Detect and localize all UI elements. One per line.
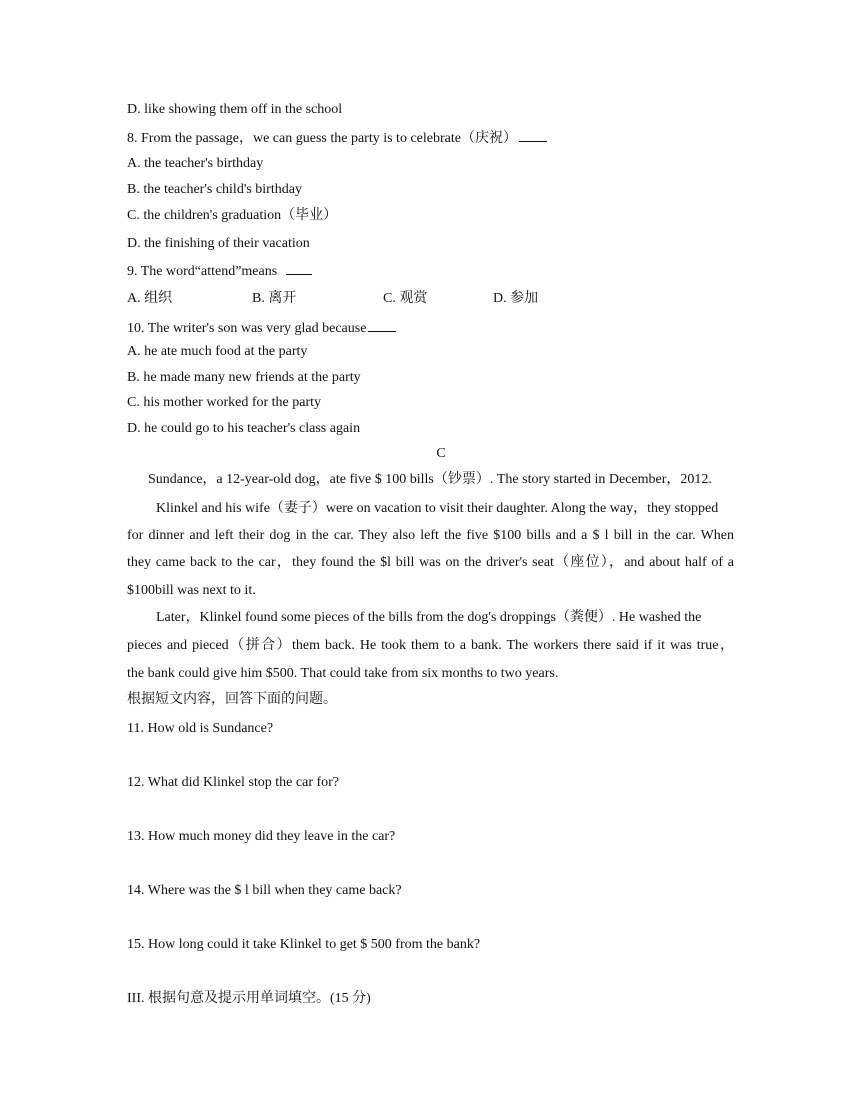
q9-option-b: B. 离开 bbox=[252, 291, 297, 306]
passage-heading: C bbox=[436, 446, 446, 461]
passage-p2-line-1: Klinkel and his wife（妻子）were on vacation to visit their daughter. Along the way，they stopped bbox=[156, 501, 719, 516]
q9-option-a: A. 组织 bbox=[127, 291, 173, 306]
section-3-heading: III. 根据句意及提示用单词填空。(15 分) bbox=[127, 991, 371, 1006]
q8-stem-text: 8. From the passage，we can guess the party is to celebrate（庆祝） bbox=[127, 131, 517, 146]
q9-options-row bbox=[127, 290, 557, 308]
answer-blank bbox=[519, 128, 547, 142]
question-12: 12. What did Klinkel stop the car for? bbox=[127, 775, 340, 790]
q9-option-d: D. 参加 bbox=[493, 291, 539, 306]
q8-option-c: C. the children's graduation（毕业） bbox=[127, 208, 338, 223]
q10-option-c: C. his mother worked for the party bbox=[127, 395, 322, 410]
q7-option-d: D. like showing them off in the school bbox=[127, 102, 343, 117]
q10-option-d: D. he could go to his teacher's class again bbox=[127, 421, 361, 436]
passage-paragraph-1: Sundance，a 12-year-old dog，ate five $ 100 bills（钞票）. The story started in December，2012. bbox=[148, 472, 712, 487]
q9-stem bbox=[127, 261, 312, 281]
question-13: 13. How much money did they leave in the car? bbox=[127, 829, 396, 844]
passage-p2-line-3: they came back to the car，they found the $l bill was on the driver's seat（座位），and about half of a bbox=[127, 555, 734, 570]
question-15: 15. How long could it take Klinkel to get $ 500 from the bank? bbox=[127, 937, 481, 952]
q10-option-b: B. he made many new friends at the party bbox=[127, 370, 361, 385]
q8-stem bbox=[127, 128, 547, 148]
q8-option-b: B. the teacher's child's birthday bbox=[127, 182, 302, 197]
q10-stem bbox=[127, 318, 396, 338]
passage-p2-line-4: $100bill was next to it. bbox=[127, 583, 256, 598]
q8-option-a: A. the teacher's birthday bbox=[127, 156, 264, 171]
question-14: 14. Where was the $ l bill when they came back? bbox=[127, 883, 402, 898]
q9-option-c: C. 观赏 bbox=[383, 291, 428, 306]
answer-blank bbox=[286, 261, 312, 275]
q8-option-d: D. the finishing of their vacation bbox=[127, 236, 310, 251]
passage-p2-line-2: for dinner and left their dog in the car. They also left the five $100 bills and a $ l bill in the car. When bbox=[127, 528, 734, 543]
answer-blank bbox=[368, 318, 396, 332]
passage-p3-line-2: pieces and pieced（拼合）them back. He took them to a bank. The workers there said if it was true， bbox=[127, 638, 734, 653]
question-11: 11. How old is Sundance? bbox=[127, 721, 274, 736]
q10-option-a: A. he ate much food at the party bbox=[127, 344, 308, 359]
passage-p3-line-1: Later，Klinkel found some pieces of the bills from the dog's droppings（粪便）. He washed the bbox=[156, 610, 702, 625]
q10-stem-text: 10. The writer's son was very glad because bbox=[127, 321, 367, 336]
instruction: 根据短文内容，回答下面的问题。 bbox=[127, 692, 337, 707]
passage-p3-line-3: the bank could give him $500. That could take from six months to two years. bbox=[127, 666, 559, 681]
q9-stem-text: 9. The word“attend”means bbox=[127, 264, 278, 279]
